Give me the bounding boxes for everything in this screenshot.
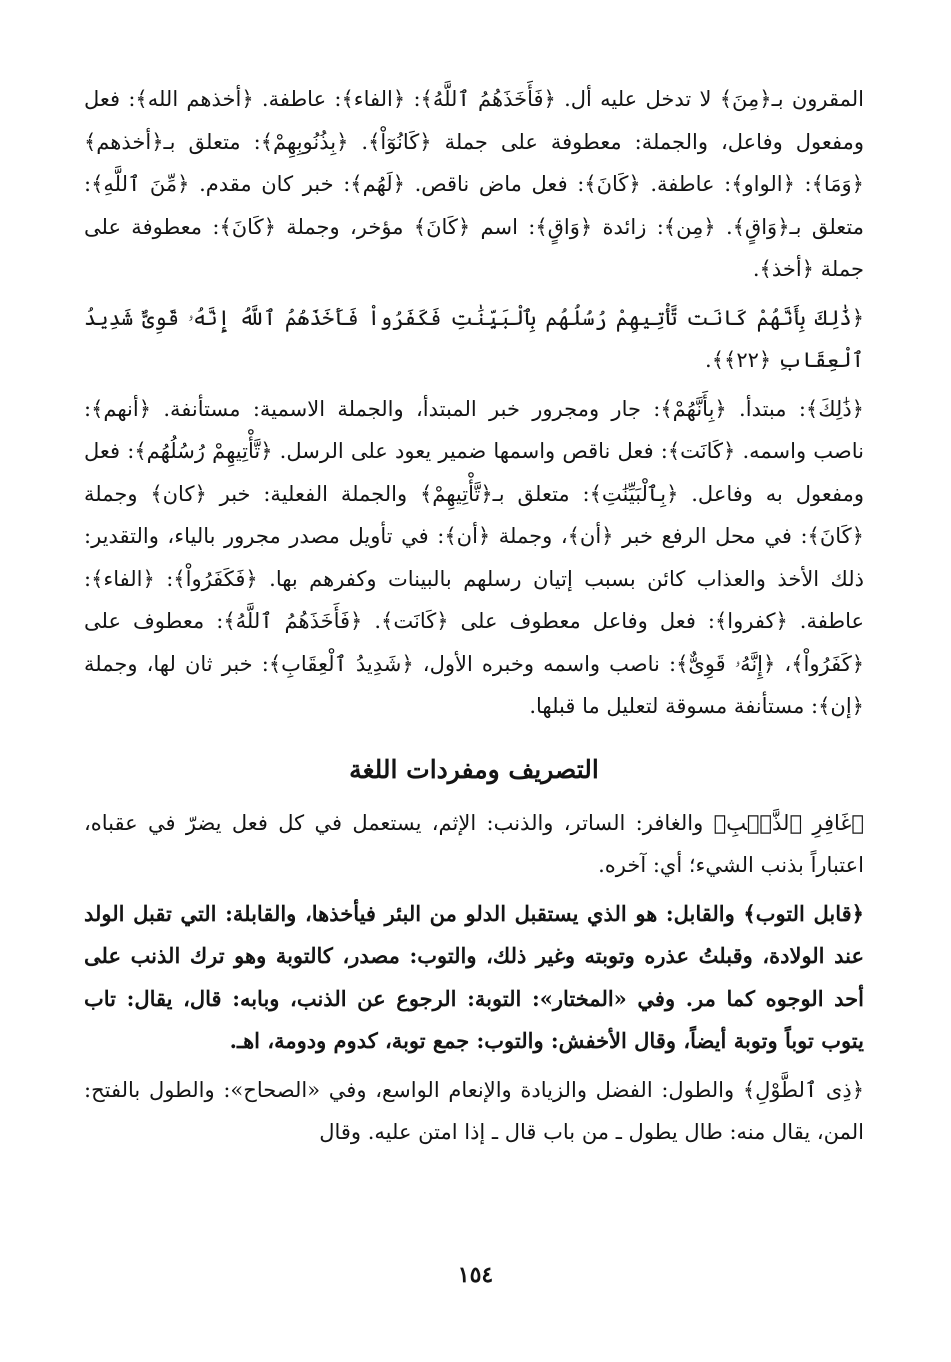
paragraph-1: المقرون بـ﴿مِنَ﴾ لا تدخل عليه أل. ﴿فَأَخَذَهُمُ ٱللَّهُ﴾: ﴿الفاء﴾: عاطفة. ﴿أخذهم الله﴾: فعل ومفعول وفاعل، والجملة: معطوفة على جملة ﴿كَانُوٓاْ﴾. ﴿بِذُنُوبِهِمْ﴾: متعلق بـ﴿أخذهم﴾ ﴿وَمَا﴾: ﴿الواو﴾: عاطفة. ﴿كَانَ﴾: فعل ماض ناقص. ﴿لَهُم﴾: خبر كان مقدم. ﴿مِّنَ ٱللَّهِ﴾: متعلق بـ﴿وَاقٍ﴾. ﴿مِن﴾: زائدة ﴿وَاقٍ﴾: اسم ﴿كَانَ﴾ مؤخر، وجملة ﴿كَانَ﴾: معطوفة على جملة ﴿أخذ﴾. bbox=[84, 87, 864, 281]
paragraph-5: ﴿قابل التوب﴾ والقابل: هو الذي يستقبل الدلو من البئر فيأخذها، والقابلة: التي تقبل الولد عند الولادة، وقبلتُ عذره وتوبته وغير ذلك، والتوب: مصدر، كالتوبة وهو ترك الذنب على أحد الوجوه كما مر. وفي «المختار»: التوبة: الرجوع عن الذنب، وبابه: قال، يقال: تاب يتوب توباً وتوبة أيضاً، وقال الأخفش: والتوب: جمع توبة، كدوم ودومة، اهـ. bbox=[84, 900, 864, 1053]
page-number: ١٥٤ bbox=[457, 1262, 494, 1288]
verse-paragraph: ﴿ذَٰلِكَ بِأَنَّهُمْ كَانَت تَّأْتِيهِمْ رُسُلُهُم بِٱلْبَيِّنَٰتِ فَكَفَرُواْ فَأَخَذَهُمُ ٱللَّهُ إِنَّهُۥ قَوِىٌّ شَدِيدُ ٱلْعِقَابِ ﴿٢٢﴾﴾. bbox=[84, 305, 864, 372]
section-heading: التصريف ومفردات اللغة bbox=[349, 754, 599, 784]
page-content bbox=[84, 78, 864, 1154]
paragraph-6: ﴿ذِى ٱلطَّوْلِ﴾ والطول: الفضل والزيادة والإنعام الواسع، وفي «الصحاح»: والطول بالفتح: المن، يقال منه: طال يطول ـ من باب قال ـ إذا امتن عليه. وقال bbox=[84, 1077, 864, 1144]
paragraph-3: ﴿ذَٰلِكَ﴾: مبتدأ. ﴿بِأَنَّهُمْ﴾: جار ومجرور خبر المبتدأ، والجملة الاسمية: مستأنفة. ﴿أنهم﴾: ناصب واسمه. ﴿كَانَت﴾: فعل ناقص واسمها ضمير يعود على الرسل. ﴿تَّأْتِيهِمْ رُسُلُهُم﴾: فعل ومفعول به وفاعل. ﴿بِٱلْبَيِّنَٰتِ﴾: متعلق بـ﴿تَّأْتِيهِمْ﴾ والجملة الفعلية: خبر ﴿كان﴾ وجملة ﴿كَانَ﴾: في محل الرفع خبر ﴿أن﴾، وجملة ﴿أن﴾: في تأويل مصدر مجرور بالياء، والتقدير: ذلك الأخذ والعذاب كائن بسبب إتيان رسلهم بالبينات وكفرهم بها. ﴿فَكَفَرُواْ﴾: ﴿الفاء﴾: عاطفة. ﴿كفروا﴾: فعل وفاعل معطوف على ﴿كَانَت﴾. ﴿فَأَخَذَهُمُ ٱللَّهُ﴾: معطوف على ﴿كَفَرُواْ﴾، ﴿إِنَّهُۥ قَوِىٌّ﴾: ناصب واسمه وخبره الأول، ﴿شَدِيدُ ٱلْعِقَابِ﴾: خبر ثان لها، وجملة ﴿إن﴾: مستأنفة مسوقة لتعليل ما قبلها. bbox=[84, 396, 864, 718]
paragraph-4: ﴿غَافِرِ ٱلذَّنۢبِ﴾ والغافر: الساتر، والذنب: الإثم، يستعمل في كل فعل يضرّ في عقباه، اعتباراً بذنب الشيء؛ أي: آخره. bbox=[84, 810, 864, 877]
